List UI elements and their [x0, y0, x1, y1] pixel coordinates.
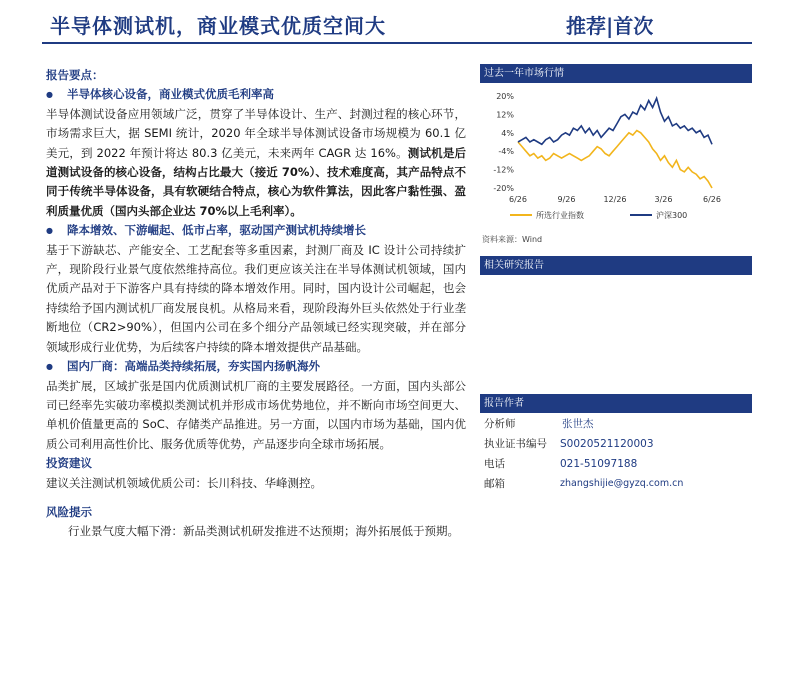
author-label: 分析师 [484, 418, 516, 430]
y-tick-label: 12% [496, 110, 514, 120]
risk-heading: 风险提示 [46, 504, 92, 519]
related-title-bar: 相关研究报告 [480, 256, 752, 275]
bullet-1-title-text: 半导体核心设备，商业模式优质毛利率高 [66, 87, 274, 102]
y-tick-label: -4% [498, 147, 514, 157]
author-label: 电话 [484, 458, 505, 470]
author-row-phone [484, 454, 752, 474]
legend-label: 沪深300 [656, 211, 688, 220]
author-email-link[interactable]: zhangshijie@gyzq.com.cn [560, 478, 684, 489]
x-tick-label: 9/26 [557, 195, 576, 204]
bullet-1-bold-text: 测试机是后道测试设备的核心设备，结构占比最大（接近 70%）、技术难度高，其产品特点不同于传统半导体设备，具有软硬结合特点，核心为软件算法，因此客户黏性强、盈利质量优质（国内头部企业达 70%以上毛利率）。 [46, 145, 466, 218]
author-value: 张世杰 [562, 418, 594, 430]
market-chart-svg [480, 86, 752, 232]
header-divider [42, 42, 752, 44]
bullet-2-title-text: 降本增效、下游崛起、低市占率，驱动国产测试机持续增长 [66, 223, 366, 238]
invest-heading: 投资建议 [46, 456, 92, 471]
author-label: 执业证书编号 [484, 438, 547, 450]
y-tick-label: 20% [496, 92, 514, 101]
author-table [484, 414, 752, 494]
bullet-3-title [46, 357, 466, 376]
author-label: 邮箱 [484, 478, 505, 490]
rating-label: 推荐|首次 [566, 14, 654, 38]
bullet-2-body: 基于下游缺芯、产能安全、工艺配套等多重因素，封测厂商及 IC 设计公司持续扩产，现阶段行业景气度依然维持高位。我们更应该关注在半导体测试机领域，国内优质产品对于下游客户具有持续的降本增效作用。同时，国内设计公司崛起，也会持续给予国内测试机厂商发展良机。从格局来看，现阶段海外巨头依然处于行业垄断地位（CR2>90%），但国内公司在多个细分产品领域已经实现突破，并在部分领域形成行业优势，为后续客户持续的降本增效提供产品基础。 [46, 242, 466, 354]
chart-source: 资料来源：Wind [482, 235, 543, 244]
series-line-1 [518, 98, 712, 144]
author-row-analyst [484, 414, 752, 434]
x-tick-label: 3/26 [654, 195, 673, 204]
legend-label: 所选行业指数 [536, 211, 584, 220]
author-value: S0020521120003 [560, 438, 654, 450]
x-tick-label: 6/26 [703, 195, 721, 204]
x-tick-label: 12/26 [603, 195, 627, 204]
bullet-3-body: 品类扩展，区域扩张是国内优质测试机厂商的主要发展路径。一方面，国内头部公司已经率先实破功率模拟类测试机并形成市场优势地位，并不断向市场空间更大、单机价值量更高的 SoC、存储类产品推进。另一方面，以国内市场为基础，国内优质公司利用高性价比、服务优质等优势，产品逐步向全球市场拓展。 [46, 378, 466, 451]
author-row-cert [484, 434, 752, 454]
author-title-bar: 报告作者 [480, 394, 752, 413]
bullet-1-text: 半导体测试设备应用领域广泛，贯穿了半导体设计、生产、封测过程的核心环节，市场需求巨大，据 SEMI 统计，2020 年全球半导体测试设备市场规模为 60.1 亿美元，到 2022 年预计将达 80.3 亿美元，未来两年 CAGR 达 16%。 [46, 106, 466, 160]
author-value: 021-51097188 [560, 458, 638, 470]
author-row-email [484, 474, 752, 494]
market-title-bar: 过去一年市场行情 [480, 64, 752, 83]
summary-heading: 报告要点： [46, 68, 104, 82]
market-chart [480, 86, 752, 236]
report-summary [46, 66, 466, 542]
bullet-1-body [46, 105, 466, 221]
risk-text: 行业景气度大幅下滑：新品类测试机研发推进不达预期；海外拓展低于预期。 [68, 524, 459, 539]
bullet-2-title [46, 221, 466, 240]
y-tick-label: 4% [501, 128, 514, 138]
x-tick-label: 6/26 [509, 195, 527, 204]
y-tick-label: -12% [493, 165, 514, 175]
bullet-3-title-text: 国内厂商：高端品类持续拓展，夯实国内扬帆海外 [66, 359, 320, 374]
invest-text: 建议关注测试机领域优质公司：长川科技、华峰测控。 [46, 475, 322, 490]
report-title: 半导体测试机，商业模式优质空间大 [50, 14, 386, 38]
y-tick-label: -20% [493, 184, 514, 193]
bullet-1-title [46, 85, 466, 104]
